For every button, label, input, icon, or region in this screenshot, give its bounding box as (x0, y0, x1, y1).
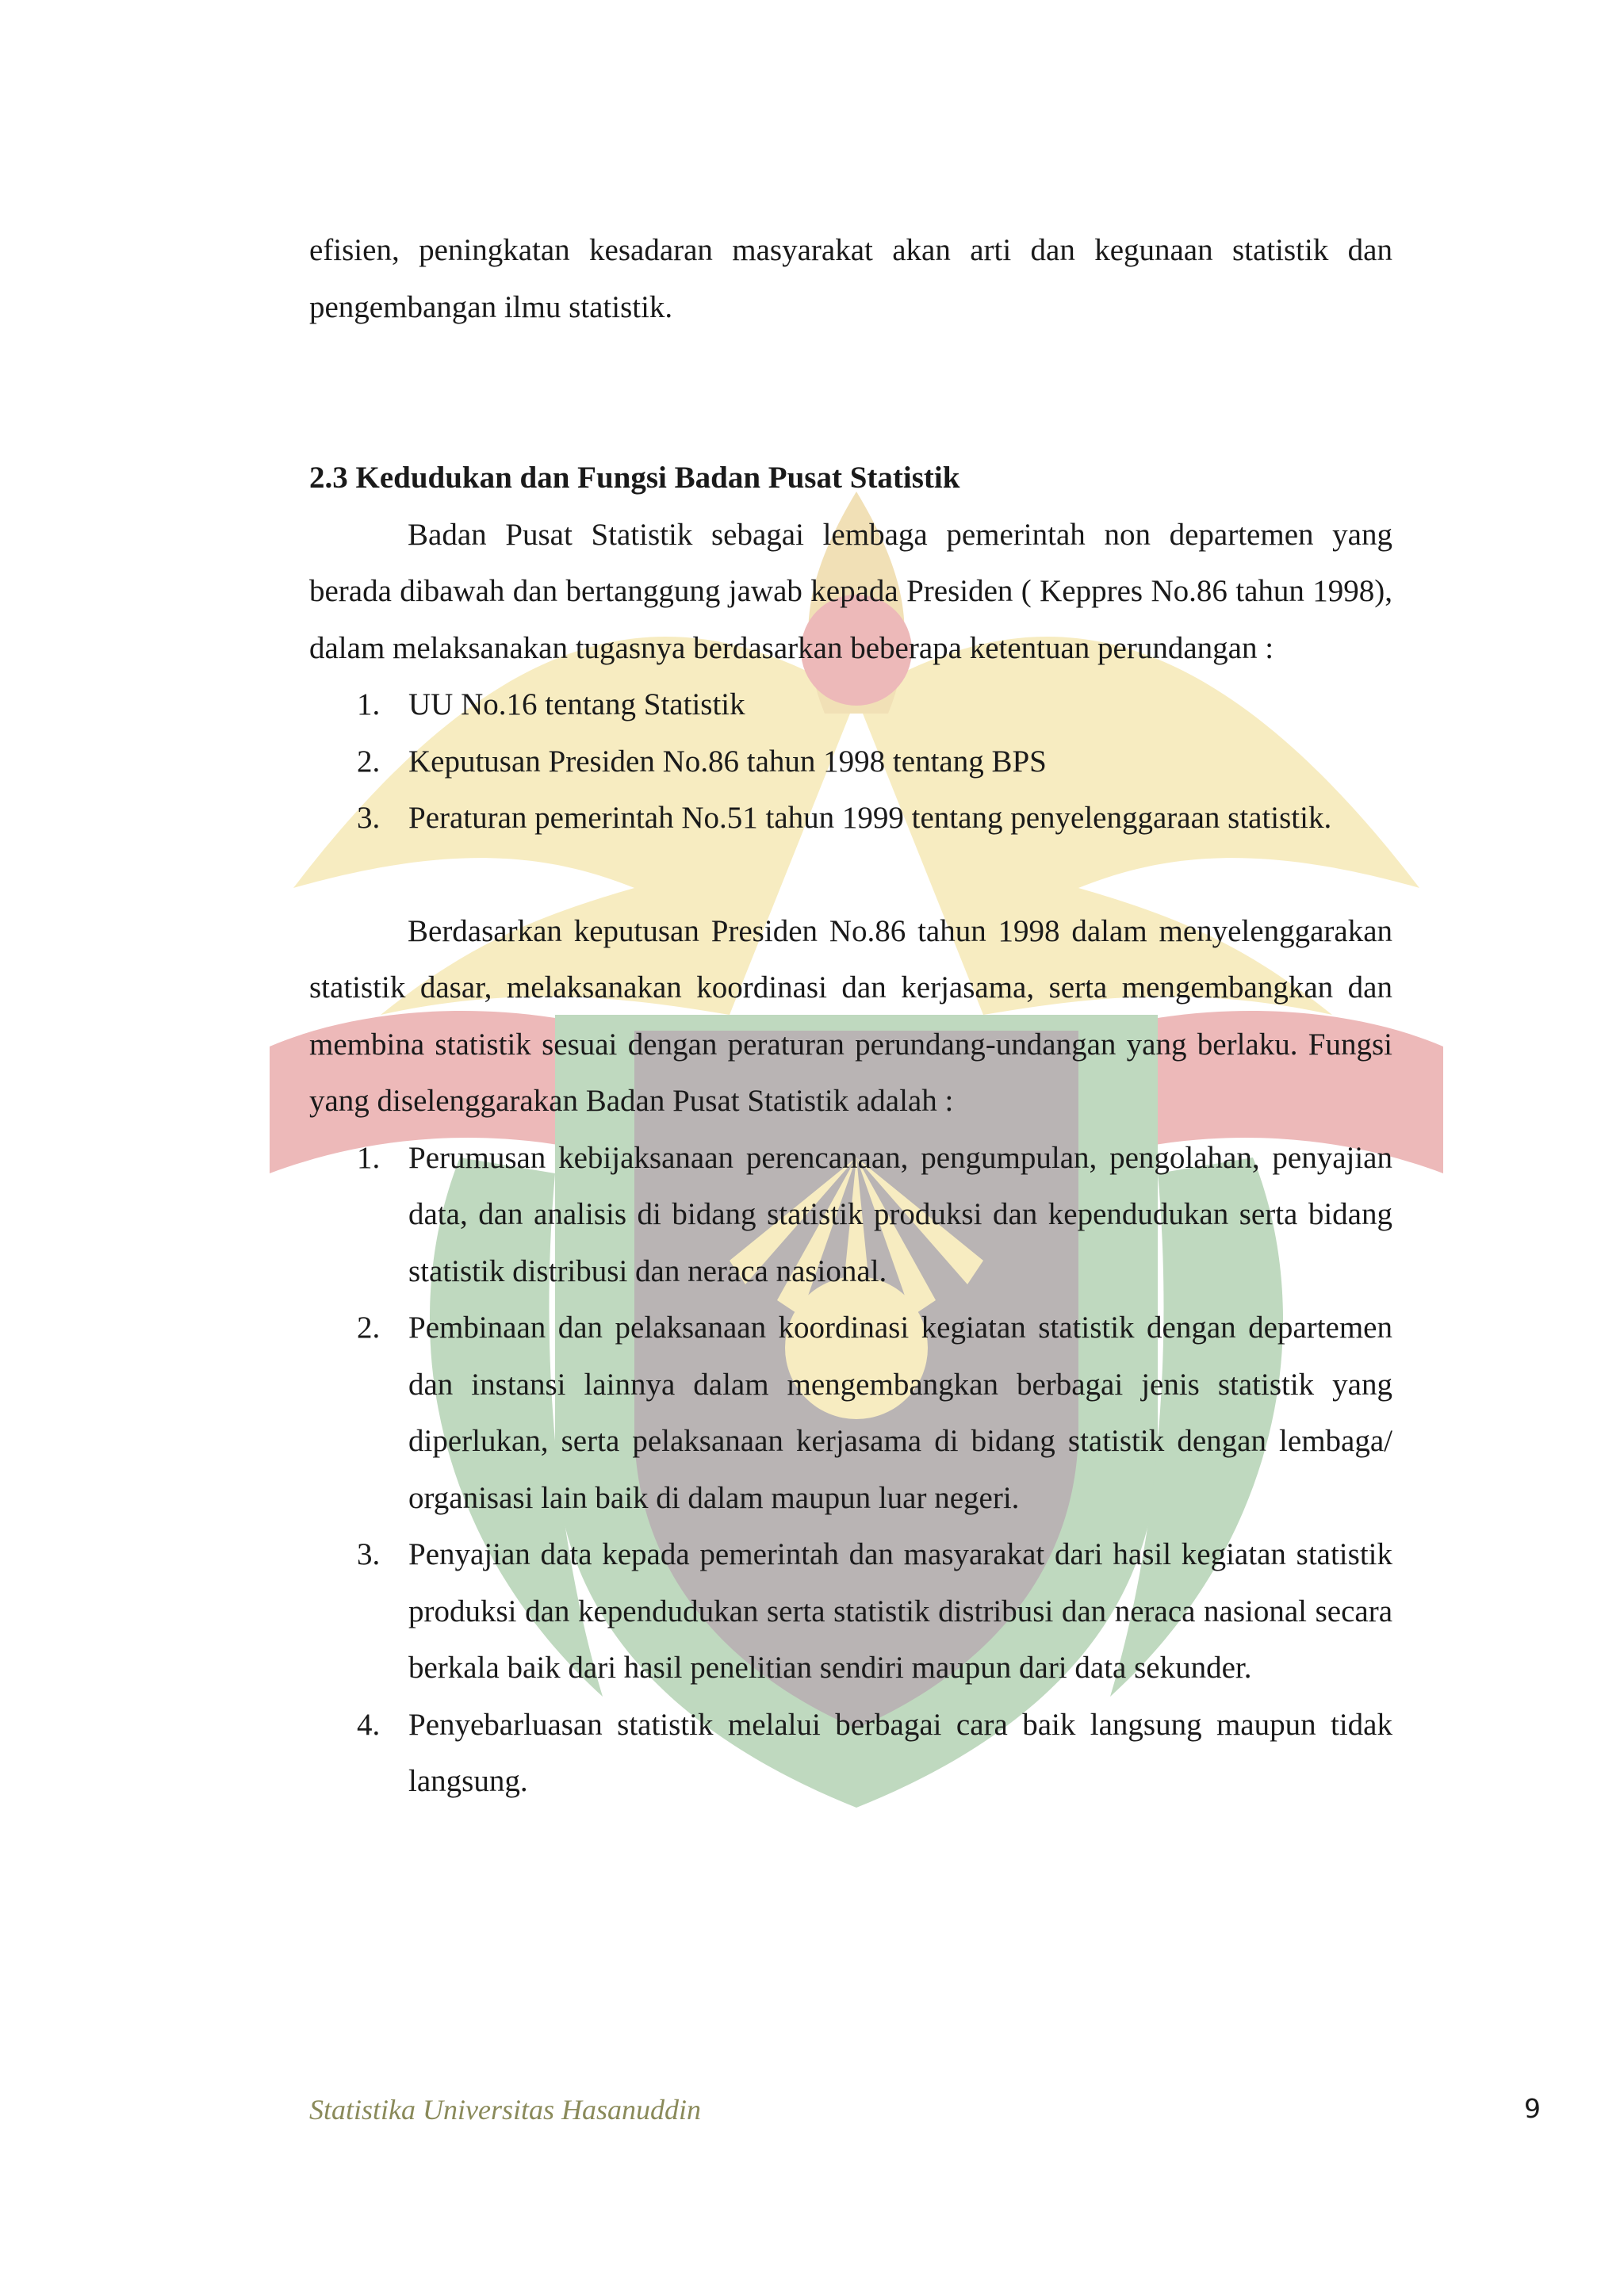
section-heading: 2.3 Kedudukan dan Fungsi Badan Pusat Statistik (309, 461, 960, 495)
list-item (309, 1130, 1392, 1300)
list-number: 4. (357, 1707, 381, 1742)
list-number: 2. (357, 1311, 381, 1345)
list-number: 3. (357, 801, 381, 835)
list-item-text: UU No.16 tentang Statistik (408, 687, 745, 721)
list-item (309, 733, 1392, 790)
list-item-text: Penyebarluasan statistik melalui berbagai cara baik langsung maupun tidak langsung. (408, 1707, 1392, 1798)
list-item-text: Pembinaan dan pelaksanaan koordinasi kegiatan statistik dengan departemen dan instansi lainnya dalam mengembangkan berbagai jenis statistik yang diperlukan, serta pelaksanaan kerjasama di bidang statistik dengan lembaga/ organisasi lain baik di dalam maupun luar negeri. (408, 1311, 1392, 1515)
list-item-text: Peraturan pemerintah No.51 tahun 1999 tentang penyelenggaraan statistik. (408, 801, 1332, 835)
section-paragraph-1: Badan Pusat Statistik sebagai lembaga pemerintah non departemen yang berada dibawah dan bertanggung jawab kepada Presiden ( Keppres No.86 tahun 1998), dalam melaksanakan tugasnya berdasarkan beberapa ketentuan perundangan : (309, 517, 1392, 665)
list-item-text: Penyajian data kepada pemerintah dan masyarakat dari hasil kegiatan statistik produksi dan kependudukan serta statistik distribusi dan neraca nasional secara berkala baik dari hasil penelitian sendiri maupun dari data sekunder. (408, 1537, 1392, 1685)
page-number: 9 (1524, 2093, 1541, 2124)
list-number: 1. (357, 687, 381, 721)
list-number: 1. (357, 1140, 381, 1175)
list-number: 2. (357, 744, 381, 779)
footer-text: Statistika Universitas Hasanuddin (309, 2094, 701, 2126)
list-item-text: Keputusan Presiden No.86 tahun 1998 tentang BPS (408, 744, 1047, 779)
regulation-list (309, 676, 1392, 847)
section-paragraph-2: Berdasarkan keputusan Presiden No.86 tahun 1998 dalam menyelenggarakan statistik dasar, melaksanakan koordinasi dan kerjasama, serta mengembangkan dan membina statistik sesuai dengan peraturan perundang-undangan yang berlaku. Fungsi yang diselenggarakan Badan Pusat Statistik adalah : (309, 913, 1392, 1118)
list-number: 3. (357, 1537, 381, 1571)
page-content (309, 222, 1392, 1810)
function-list (309, 1130, 1392, 1810)
list-item (309, 1526, 1392, 1697)
list-item (309, 790, 1392, 847)
list-item (309, 1697, 1392, 1810)
intro-paragraph: efisien, peningkatan kesadaran masyarakat akan arti dan kegunaan statistik dan pengembangan ilmu statistik. (309, 233, 1392, 324)
list-item (309, 676, 1392, 733)
list-item-text: Perumusan kebijaksanaan perencanaan, pengumpulan, pengolahan, penyajian data, dan analisis di bidang statistik produksi dan kependudukan serta bidang statistik distribusi dan neraca nasional. (408, 1140, 1392, 1288)
list-item (309, 1299, 1392, 1526)
